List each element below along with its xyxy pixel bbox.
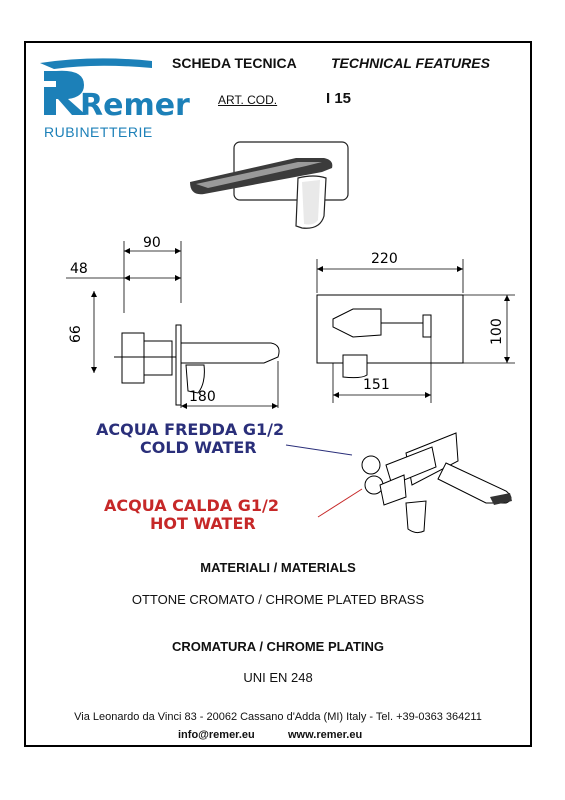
remer-logo [34, 53, 190, 143]
materials-value: OTTONE CROMATO / CHROME PLATED BRASS [131, 592, 425, 607]
front-view-drawing [311, 243, 521, 408]
logo-text: Remer [80, 88, 190, 123]
title-english: TECHNICAL FEATURES [331, 55, 490, 71]
article-code-label: ART. COD. [218, 93, 278, 107]
cold-water-label-it: ACQUA FREDDA G1/2 [96, 420, 285, 439]
plating-heading: CROMATURA / CHROME PLATING [171, 639, 385, 654]
hot-water-leader [318, 489, 362, 517]
dim-48: 48 [70, 261, 88, 277]
product-render [186, 138, 356, 233]
connections-diagram [86, 413, 526, 533]
dim-180: 180 [189, 389, 216, 405]
cold-water-label-en: COLD WATER [140, 438, 257, 457]
title-italian: SCHEDA TECNICA [172, 55, 297, 71]
dim-90: 90 [143, 235, 161, 251]
dim-100: 100 [489, 318, 505, 345]
cold-water-leader [286, 445, 352, 455]
footer-email[interactable]: info@remer.eu [178, 729, 255, 741]
dim-66: 66 [68, 325, 84, 343]
plating-value: UNI EN 248 [243, 670, 313, 685]
side-view-drawing [56, 233, 286, 408]
article-code-value: I 15 [326, 90, 352, 107]
hot-water-label-it: ACQUA CALDA G1/2 [104, 496, 279, 515]
dim-220: 220 [371, 251, 398, 267]
materials-heading: MATERIALI / MATERIALS [200, 560, 356, 575]
footer-address: Via Leonardo da Vinci 83 - 20062 Cassano d'Adda (MI) Italy - Tel. +39-0363 364211 [74, 711, 482, 723]
hot-water-label-en: HOT WATER [150, 514, 256, 533]
logo-subtitle: RUBINETTERIE [44, 124, 153, 140]
technical-sheet [24, 41, 532, 747]
footer-website[interactable]: www.remer.eu [288, 729, 363, 741]
dim-151: 151 [363, 377, 390, 393]
